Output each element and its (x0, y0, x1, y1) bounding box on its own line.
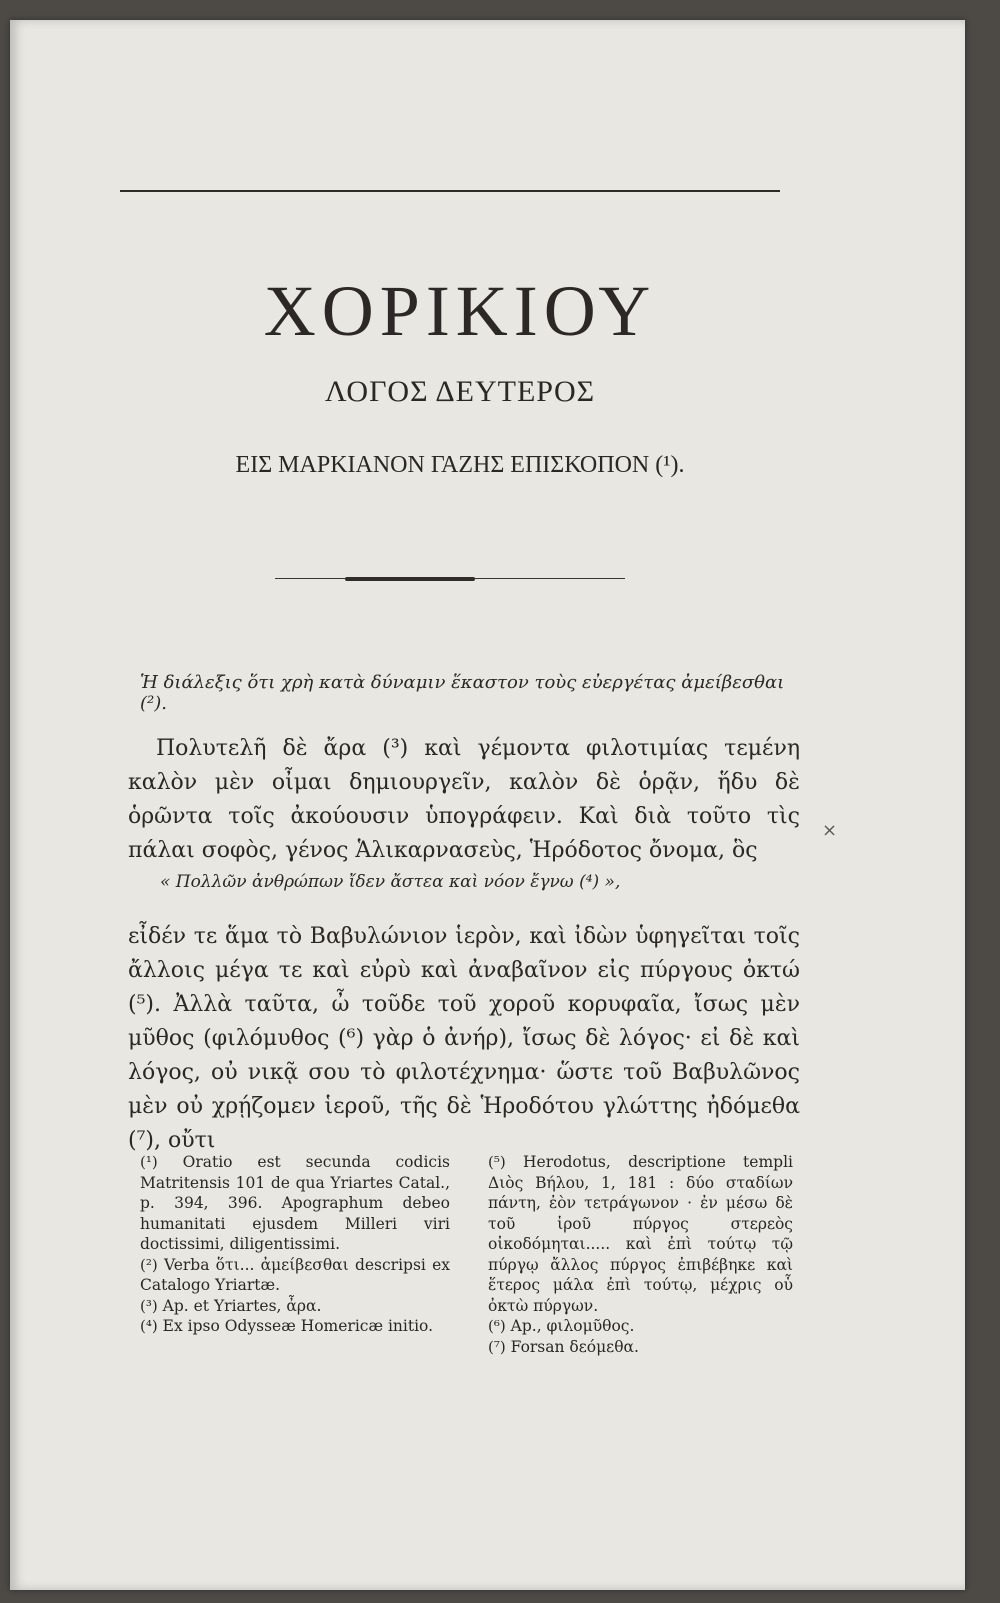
header-rule (120, 190, 780, 192)
footnote-mark: (⁵) (488, 1153, 506, 1171)
margin-mark: × (822, 820, 838, 841)
dedication-line (10, 452, 910, 479)
footnote-text: Ap., φιλομῦθος. (510, 1317, 635, 1335)
page-title: ΧΟΡΙΚΙΟΥ (263, 271, 657, 351)
footnote-mark: (¹) (140, 1153, 158, 1171)
paragraph-1: Πολυτελῆ δὲ ἄρα (³) καὶ γέμοντα φιλοτιμίας τεμένη καλὸν μὲν οἶμαι δημιουργεῖν, καλὸν δὲ ὁρᾷν, ἥδυ δὲ ὁρῶντα τοῖς ἀκούουσιν ὑπογράφειν. Καὶ διὰ τοῦτο τὶς πάλαι σοφὸς, γένος Ἁλικαρνασεὺς, Ἡρόδοτος ὄνομα, ὃς (128, 736, 800, 863)
footnote-text: Herodotus, descriptione templi Διὸς Βήλου, 1, 181 : δύο σταδίων πάντη, ἐὸν τετράγωνον · ἐν μέσω δὲ τοῦ ἱροῦ πύργος στερεὸς οἰκοδόμηται..... καὶ ἐπὶ τούτῳ τῷ πύργῳ ἄλλος πύργος ἐπιβέβηκε καὶ ἕτερος μάλα ἐπὶ τούτῳ, μέχρις οὗ ὀκτὼ πύργων. (488, 1153, 793, 1315)
footnote-3 (140, 1296, 450, 1317)
book-page (10, 20, 965, 1590)
homer-quotation: « Πολλῶν ἀνθρώπων ἴδεν ἄστεα καὶ νόον ἔγνω (⁴) », (160, 872, 621, 892)
footnote-text: Oratio est secunda codicis Matritensis 101 de qua Yriartes Catal., p. 394, 396. Apographum debeo humanitati ejusdem Milleri viri doctissimi, diligentissimi. (140, 1153, 450, 1253)
footnote-6 (488, 1316, 793, 1337)
paragraph-2: εἶδέν τε ἅμα τὸ Βαβυλώνιον ἱερὸν, καὶ ἰδὼν ὑφηγεῖται τοῖς ἄλλοις μέγα τε καὶ εὐρὺ καὶ ἀναβαῖνον εἰς πύργους ὀκτώ (⁵). Ἀλλὰ ταῦτα, ὦ τοῦδε τοῦ χοροῦ κορυφαῖα, ἴσως μὲν μῦθος (φιλόμυθος (⁶) γὰρ ὁ ἀνήρ), ἴσως δὲ λόγος· εἰ δὲ καὶ λόγος, οὐ νικᾷ σου τὸ φιλοτέχνημα· ὥστε τοῦ Βαβυλῶνος μὲν οὐ χρῄζομεν ἱεροῦ, τῆς δὲ Ἡροδότου γλώττης ἠδόμεθα (⁷), οὔτι (128, 924, 800, 1153)
dedication-text: ΕΙΣ ΜΑΡΚΙΑΝΟΝ ΓΑΖΗΣ ΕΠΙΣΚΟΠΟΝ (235, 452, 650, 478)
footnote-mark: (⁶) (488, 1317, 506, 1335)
footnote-7 (488, 1337, 793, 1358)
footnote-text: Verba ὅτι... ἀμείβεσθαι descripsi ex Catalogo Yriartæ. (140, 1255, 450, 1294)
footnote-1 (140, 1152, 450, 1255)
footnotes-left-column (140, 1152, 450, 1337)
footnotes-right-column (488, 1152, 793, 1357)
footnote-mark: (⁴) (140, 1317, 158, 1335)
footnote-mark: (³) (140, 1296, 158, 1315)
footnote-2 (140, 1255, 450, 1296)
footnote-5 (488, 1152, 793, 1316)
footnote-text: Forsan δεόμεθα. (510, 1337, 639, 1356)
page-subtitle: ΛΟΓΟΣ ΔΕΥΤΕΡΟΣ (324, 375, 596, 408)
footnote-text: Ex ipso Odysseæ Homericæ initio. (162, 1317, 434, 1335)
footnote-mark: (²) (140, 1255, 158, 1274)
footnote-4 (140, 1316, 450, 1337)
argument-line: Ἡ διάλεξις ὅτι χρὴ κατὰ δύναμιν ἕκαστον τοὺς εὐεργέτας ἀμείβεσθαι (²). (140, 672, 785, 714)
footnote-text: Ap. et Yriartes, ἆρα. (162, 1296, 322, 1315)
ornamental-rule (275, 576, 625, 582)
dedication-footnote-ref: (¹). (655, 452, 685, 478)
footnote-mark: (⁷) (488, 1337, 506, 1356)
